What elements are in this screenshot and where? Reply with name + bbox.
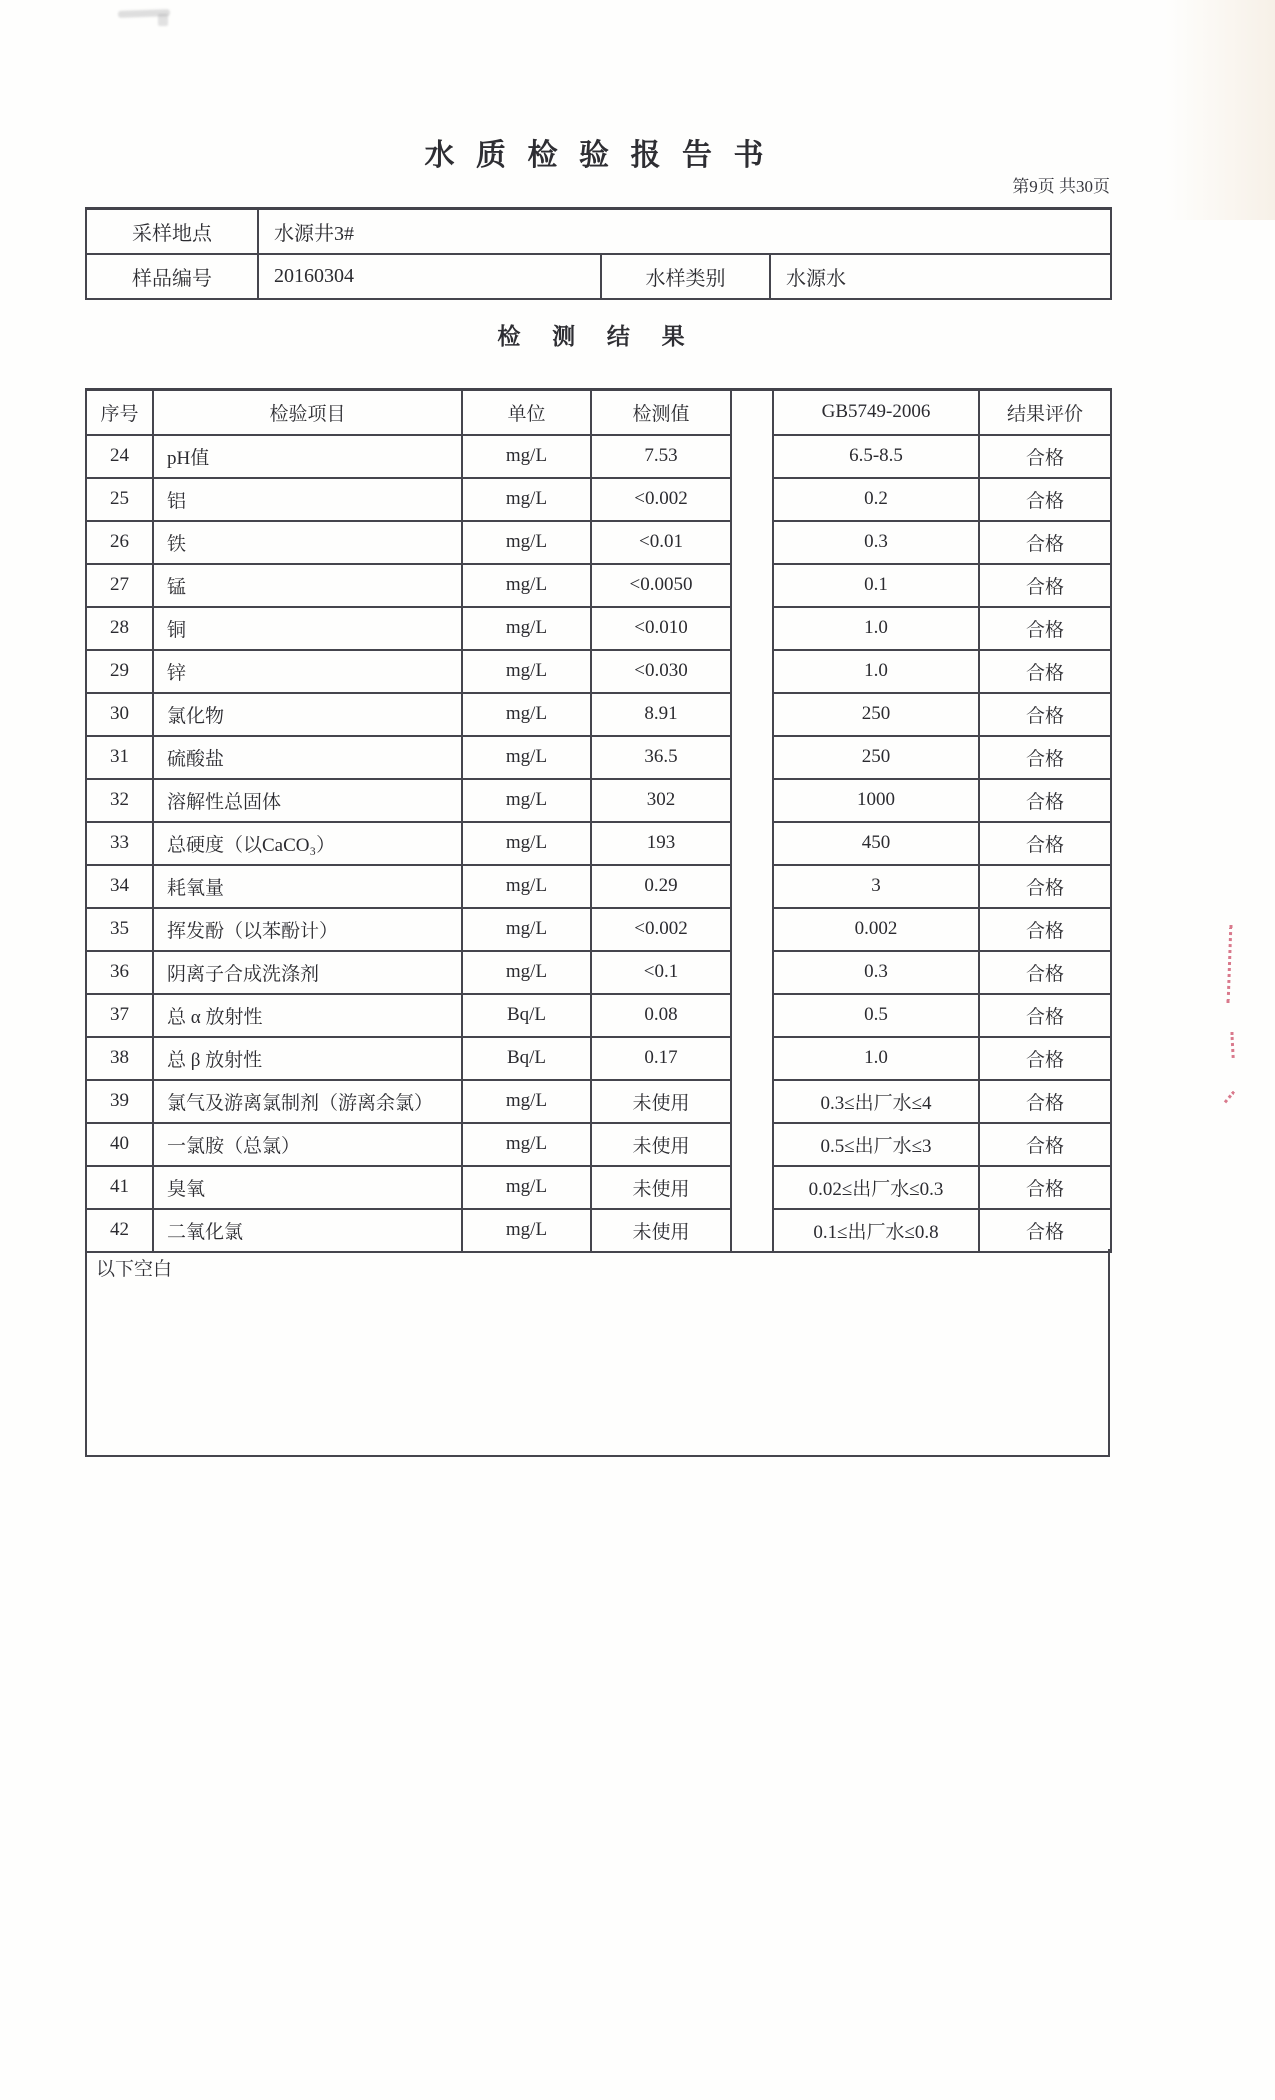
row-unit: mg/L bbox=[462, 1123, 591, 1166]
row-value: 0.29 bbox=[591, 865, 731, 908]
table-row bbox=[86, 1037, 1111, 1080]
row-no: 29 bbox=[86, 650, 153, 693]
row-value: 193 bbox=[591, 822, 731, 865]
table-row bbox=[86, 693, 1111, 736]
row-result: 合格 bbox=[979, 951, 1111, 994]
row-no: 40 bbox=[86, 1123, 153, 1166]
row-standard: 450 bbox=[773, 822, 979, 865]
sample-location-label: 采样地点 bbox=[86, 209, 258, 254]
table-gap-column bbox=[731, 390, 773, 435]
row-standard: 0.3 bbox=[773, 951, 979, 994]
table-row bbox=[86, 521, 1111, 564]
row-unit: mg/L bbox=[462, 865, 591, 908]
row-result: 合格 bbox=[979, 435, 1111, 478]
row-unit: mg/L bbox=[462, 908, 591, 951]
table-row bbox=[86, 779, 1111, 822]
row-standard: 0.1 bbox=[773, 564, 979, 607]
row-result: 合格 bbox=[979, 1209, 1111, 1252]
row-result: 合格 bbox=[979, 693, 1111, 736]
table-gap-cell bbox=[731, 865, 773, 908]
row-value: 未使用 bbox=[591, 1123, 731, 1166]
row-value: <0.002 bbox=[591, 908, 731, 951]
table-gap-cell bbox=[731, 822, 773, 865]
row-item: 溶解性总固体 bbox=[153, 779, 462, 822]
row-result: 合格 bbox=[979, 994, 1111, 1037]
row-no: 34 bbox=[86, 865, 153, 908]
table-row bbox=[86, 564, 1111, 607]
row-standard: 0.002 bbox=[773, 908, 979, 951]
table-gap-cell bbox=[731, 951, 773, 994]
row-unit: mg/L bbox=[462, 736, 591, 779]
row-item: 总硬度（以CaCO₃） bbox=[153, 822, 462, 865]
blank-note: 以下空白 bbox=[96, 1259, 173, 1280]
row-standard: 0.5 bbox=[773, 994, 979, 1037]
row-value: 302 bbox=[591, 779, 731, 822]
table-row bbox=[86, 1209, 1111, 1252]
row-result: 合格 bbox=[979, 1080, 1111, 1123]
sample-info-table bbox=[85, 207, 1112, 300]
row-unit: Bq/L bbox=[462, 1037, 591, 1080]
sample-location-row bbox=[86, 209, 1111, 254]
row-no: 35 bbox=[86, 908, 153, 951]
table-gap-cell bbox=[731, 908, 773, 951]
row-value: 未使用 bbox=[591, 1080, 731, 1123]
table-row bbox=[86, 1166, 1111, 1209]
table-gap-cell bbox=[731, 1123, 773, 1166]
row-standard: 1000 bbox=[773, 779, 979, 822]
row-standard: 0.3≤出厂水≤4 bbox=[773, 1080, 979, 1123]
water-type-label: 水样类别 bbox=[601, 254, 770, 299]
page-title: 水 质 检 验 报 告 书 bbox=[424, 139, 771, 172]
row-result: 合格 bbox=[979, 564, 1111, 607]
row-result: 合格 bbox=[979, 779, 1111, 822]
row-item: 耗氧量 bbox=[153, 865, 462, 908]
table-gap-cell bbox=[731, 650, 773, 693]
row-no: 28 bbox=[86, 607, 153, 650]
row-item: pH值 bbox=[153, 435, 462, 478]
row-value: 7.53 bbox=[591, 435, 731, 478]
section-title: 检 测 结 果 bbox=[497, 324, 698, 349]
table-row bbox=[86, 908, 1111, 951]
table-row bbox=[86, 736, 1111, 779]
row-unit: mg/L bbox=[462, 521, 591, 564]
row-standard: 1.0 bbox=[773, 607, 979, 650]
row-no: 42 bbox=[86, 1209, 153, 1252]
header-result: 结果评价 bbox=[979, 390, 1111, 435]
table-row bbox=[86, 607, 1111, 650]
row-item: 臭氧 bbox=[153, 1166, 462, 1209]
row-standard: 0.2 bbox=[773, 478, 979, 521]
row-item: 氯气及游离氯制剂（游离余氯） bbox=[153, 1080, 462, 1123]
row-value: <0.010 bbox=[591, 607, 731, 650]
row-value: 未使用 bbox=[591, 1166, 731, 1209]
row-item: 锌 bbox=[153, 650, 462, 693]
row-item: 一氯胺（总氯） bbox=[153, 1123, 462, 1166]
table-gap-cell bbox=[731, 1209, 773, 1252]
header-item: 检验项目 bbox=[153, 390, 462, 435]
row-no: 31 bbox=[86, 736, 153, 779]
row-value: 8.91 bbox=[591, 693, 731, 736]
blank-area bbox=[85, 1249, 1110, 1457]
row-no: 30 bbox=[86, 693, 153, 736]
scan-corner-tint bbox=[1165, 0, 1275, 220]
row-standard: 0.5≤出厂水≤3 bbox=[773, 1123, 979, 1166]
row-item: 二氧化氯 bbox=[153, 1209, 462, 1252]
row-no: 39 bbox=[86, 1080, 153, 1123]
row-standard: 250 bbox=[773, 736, 979, 779]
row-value: <0.0050 bbox=[591, 564, 731, 607]
table-gap-cell bbox=[731, 1037, 773, 1080]
table-gap-cell bbox=[731, 994, 773, 1037]
row-standard: 0.1≤出厂水≤0.8 bbox=[773, 1209, 979, 1252]
table-gap-cell bbox=[731, 521, 773, 564]
row-item: 铝 bbox=[153, 478, 462, 521]
sample-number-label: 样品编号 bbox=[86, 254, 258, 299]
sample-location-value: 水源井3# bbox=[258, 209, 1111, 254]
header-standard: GB5749-2006 bbox=[773, 390, 979, 435]
row-no: 25 bbox=[86, 478, 153, 521]
water-type-value: 水源水 bbox=[770, 254, 1111, 299]
table-row bbox=[86, 1123, 1111, 1166]
row-result: 合格 bbox=[979, 908, 1111, 951]
sample-number-value: 20160304 bbox=[258, 254, 601, 299]
row-value: <0.002 bbox=[591, 478, 731, 521]
row-standard: 1.0 bbox=[773, 1037, 979, 1080]
table-gap-cell bbox=[731, 1080, 773, 1123]
row-no: 41 bbox=[86, 1166, 153, 1209]
table-gap-cell bbox=[731, 607, 773, 650]
table-gap-cell bbox=[731, 779, 773, 822]
row-result: 合格 bbox=[979, 1037, 1111, 1080]
row-item: 硫酸盐 bbox=[153, 736, 462, 779]
row-unit: mg/L bbox=[462, 435, 591, 478]
table-row bbox=[86, 1080, 1111, 1123]
scan-bleedthrough-mark bbox=[1230, 1032, 1234, 1058]
table-gap-cell bbox=[731, 693, 773, 736]
row-no: 37 bbox=[86, 994, 153, 1037]
row-item: 阴离子合成洗涤剂 bbox=[153, 951, 462, 994]
row-no: 33 bbox=[86, 822, 153, 865]
row-unit: mg/L bbox=[462, 478, 591, 521]
row-unit: mg/L bbox=[462, 564, 591, 607]
row-unit: mg/L bbox=[462, 951, 591, 994]
row-no: 27 bbox=[86, 564, 153, 607]
row-item: 总 β 放射性 bbox=[153, 1037, 462, 1080]
row-result: 合格 bbox=[979, 521, 1111, 564]
table-row bbox=[86, 822, 1111, 865]
row-unit: Bq/L bbox=[462, 994, 591, 1037]
table-gap-cell bbox=[731, 1166, 773, 1209]
row-no: 36 bbox=[86, 951, 153, 994]
row-item: 铁 bbox=[153, 521, 462, 564]
page-number-indicator: 第9页 共30页 bbox=[1012, 177, 1110, 196]
row-no: 24 bbox=[86, 435, 153, 478]
row-value: 0.08 bbox=[591, 994, 731, 1037]
row-unit: mg/L bbox=[462, 822, 591, 865]
row-no: 38 bbox=[86, 1037, 153, 1080]
row-result: 合格 bbox=[979, 607, 1111, 650]
row-unit: mg/L bbox=[462, 607, 591, 650]
row-standard: 250 bbox=[773, 693, 979, 736]
row-standard: 1.0 bbox=[773, 650, 979, 693]
table-row bbox=[86, 865, 1111, 908]
row-standard: 3 bbox=[773, 865, 979, 908]
table-gap-cell bbox=[731, 478, 773, 521]
scan-bleedthrough-mark bbox=[1224, 1091, 1235, 1104]
row-no: 32 bbox=[86, 779, 153, 822]
row-unit: mg/L bbox=[462, 779, 591, 822]
scan-smudge bbox=[158, 14, 168, 26]
sample-number-row bbox=[86, 254, 1111, 299]
table-row bbox=[86, 951, 1111, 994]
row-value: 36.5 bbox=[591, 736, 731, 779]
row-standard: 6.5-8.5 bbox=[773, 435, 979, 478]
row-standard: 0.02≤出厂水≤0.3 bbox=[773, 1166, 979, 1209]
row-value: <0.1 bbox=[591, 951, 731, 994]
row-value: 0.17 bbox=[591, 1037, 731, 1080]
row-result: 合格 bbox=[979, 822, 1111, 865]
table-row bbox=[86, 994, 1111, 1037]
row-item: 挥发酚（以苯酚计） bbox=[153, 908, 462, 951]
row-result: 合格 bbox=[979, 1123, 1111, 1166]
results-header-row bbox=[86, 390, 1111, 435]
table-row bbox=[86, 650, 1111, 693]
table-gap-cell bbox=[731, 435, 773, 478]
table-row bbox=[86, 435, 1111, 478]
row-result: 合格 bbox=[979, 650, 1111, 693]
row-unit: mg/L bbox=[462, 1080, 591, 1123]
header-unit: 单位 bbox=[462, 390, 591, 435]
row-result: 合格 bbox=[979, 865, 1111, 908]
row-result: 合格 bbox=[979, 1166, 1111, 1209]
row-unit: mg/L bbox=[462, 693, 591, 736]
results-table-body bbox=[86, 435, 1111, 1252]
row-value: <0.030 bbox=[591, 650, 731, 693]
row-unit: mg/L bbox=[462, 1209, 591, 1252]
row-standard: 0.3 bbox=[773, 521, 979, 564]
header-no: 序号 bbox=[86, 390, 153, 435]
table-gap-cell bbox=[731, 564, 773, 607]
row-value: <0.01 bbox=[591, 521, 731, 564]
row-item: 锰 bbox=[153, 564, 462, 607]
row-unit: mg/L bbox=[462, 1166, 591, 1209]
table-row bbox=[86, 478, 1111, 521]
row-result: 合格 bbox=[979, 736, 1111, 779]
scan-bleedthrough-mark bbox=[1227, 925, 1233, 1003]
row-item: 氯化物 bbox=[153, 693, 462, 736]
header-value: 检测值 bbox=[591, 390, 731, 435]
row-result: 合格 bbox=[979, 478, 1111, 521]
results-table bbox=[85, 388, 1112, 1253]
table-gap-cell bbox=[731, 736, 773, 779]
row-item: 总 α 放射性 bbox=[153, 994, 462, 1037]
row-unit: mg/L bbox=[462, 650, 591, 693]
row-no: 26 bbox=[86, 521, 153, 564]
row-item: 铜 bbox=[153, 607, 462, 650]
row-value: 未使用 bbox=[591, 1209, 731, 1252]
